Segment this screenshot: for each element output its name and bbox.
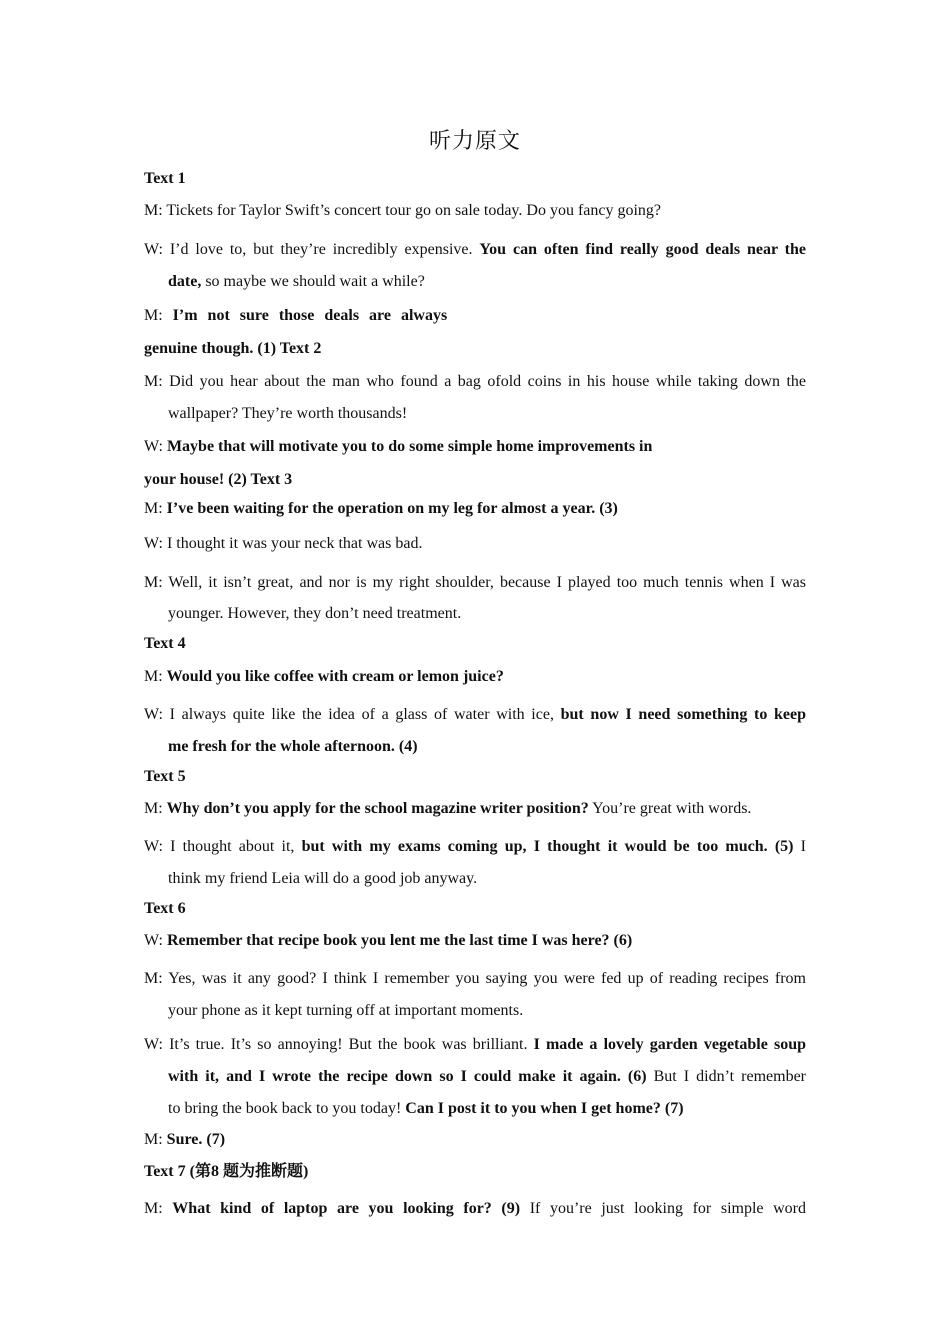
- transcript-line: [144, 633, 186, 655]
- bold-text-span: Can I post it to you when I get home? (7): [405, 1100, 684, 1117]
- transcript-line: [144, 704, 806, 726]
- bold-text-span: Remember that recipe book you lent me the last time I was here? (6): [166, 932, 633, 949]
- transcript-line: [144, 305, 447, 327]
- text-span: I: [793, 838, 807, 855]
- transcript-line: [168, 271, 425, 293]
- transcript-line: [144, 798, 751, 820]
- text-span: W: I’d love to, but they’re incredibly expensive.: [144, 241, 480, 258]
- bold-text-span: Text 7 (第8 题为推断题): [144, 1163, 309, 1180]
- transcript-line: [168, 1066, 806, 1088]
- text-span: your phone as it kept turning off at important moments.: [168, 1002, 524, 1019]
- bold-text-span: with it, and I wrote the recipe down so I could make it again. (6): [168, 1068, 647, 1085]
- transcript-line: [144, 338, 321, 360]
- transcript-line: [144, 766, 186, 788]
- bold-text-span: Maybe that will motivate you to do some simple home improvements in: [166, 438, 653, 455]
- text-span: You’re great with words.: [588, 800, 752, 817]
- transcript-line: [144, 168, 186, 190]
- text-span: think my friend Leia will do a good job anyway.: [168, 870, 478, 887]
- transcript-line: [144, 1034, 806, 1056]
- bold-text-span: Would you like coffee with cream or lemon juice?: [166, 668, 504, 685]
- transcript-line: [144, 498, 618, 520]
- transcript-line: [144, 930, 632, 952]
- text-span: W: It’s true. It’s so annoying! But the book was brilliant.: [144, 1036, 534, 1053]
- transcript-line: [144, 436, 652, 458]
- page-title: 听力原文: [428, 129, 521, 154]
- bold-text-span: I made a lovely garden vegetable soup: [533, 1036, 806, 1053]
- bold-text-span: Text 1: [144, 170, 186, 187]
- transcript-line: [144, 533, 422, 555]
- text-span: M:: [144, 1131, 167, 1148]
- transcript-line: [144, 1129, 225, 1151]
- text-span: But I didn’t remember: [646, 1068, 807, 1085]
- bold-text-span: Text 4: [144, 635, 186, 652]
- text-span: wallpaper? They’re worth thousands!: [168, 405, 408, 422]
- text-span: M: Did you hear about the man who found a bag ofold coins in his house while taking down the: [144, 373, 806, 390]
- transcript-line: [144, 836, 806, 858]
- bold-text-span: What kind of laptop are you looking for? (9): [172, 1200, 521, 1217]
- transcript-line: [168, 736, 418, 758]
- text-span: M: Well, it isn’t great, and nor is my right shoulder, because I played too much tennis when I was: [144, 574, 806, 591]
- text-span: W: I always quite like the idea of a glass of water with ice,: [144, 706, 561, 723]
- transcript-line: [168, 1098, 684, 1120]
- transcript-line: [144, 666, 504, 688]
- text-span: W: I thought about it,: [144, 838, 302, 855]
- text-span: W:: [144, 438, 167, 455]
- text-span: M: Tickets for Taylor Swift’s concert tour go on sale today. Do you fancy going?: [144, 202, 662, 219]
- transcript-line: [144, 898, 186, 920]
- text-span: to bring the book back to you today!: [168, 1100, 406, 1117]
- transcript-line: [144, 1198, 806, 1220]
- text-span: M: Yes, was it any good? I think I remember you saying you were fed up of reading recipes from: [144, 970, 806, 987]
- transcript-line: [144, 371, 806, 393]
- transcript-line: [168, 868, 477, 890]
- transcript-line: [144, 572, 806, 594]
- text-span: M:: [144, 1200, 173, 1217]
- text-span: younger. However, they don’t need treatment.: [168, 605, 462, 622]
- bold-text-span: but with my exams coming up, I thought it would be too much. (5): [301, 838, 794, 855]
- bold-text-span: I’m not sure those deals are always: [172, 307, 448, 324]
- bold-text-span: genuine though. (1) Text 2: [144, 340, 322, 357]
- bold-text-span: Sure. (7): [166, 1131, 226, 1148]
- transcript-line: [144, 968, 806, 990]
- text-span: M:: [144, 500, 167, 517]
- bold-text-span: but now I need something to keep: [560, 706, 806, 723]
- transcript-line: [168, 403, 407, 425]
- text-span: W: I thought it was your neck that was bad.: [144, 535, 423, 552]
- transcript-line: [144, 1161, 308, 1183]
- text-span: M:: [144, 800, 167, 817]
- transcript-line: [168, 1000, 523, 1022]
- text-span: so maybe we should wait a while?: [201, 273, 425, 290]
- bold-text-span: Why don’t you apply for the school magazine writer position?: [166, 800, 589, 817]
- transcript-line: [144, 200, 661, 222]
- transcript-line: [168, 603, 461, 625]
- text-span: If you’re just looking for simple word: [520, 1200, 807, 1217]
- bold-text-span: your house! (2) Text 3: [144, 471, 293, 488]
- text-span: W:: [144, 932, 167, 949]
- bold-text-span: Text 6: [144, 900, 186, 917]
- text-span: M:: [144, 668, 167, 685]
- bold-text-span: date,: [168, 273, 202, 290]
- text-span: M:: [144, 307, 173, 324]
- transcript-line: [144, 239, 806, 261]
- transcript-line: [144, 469, 292, 491]
- bold-text-span: I’ve been waiting for the operation on my leg for almost a year. (3): [166, 500, 618, 517]
- bold-text-span: me fresh for the whole afternoon. (4): [168, 738, 418, 755]
- bold-text-span: You can often find really good deals near the: [479, 241, 806, 258]
- bold-text-span: Text 5: [144, 768, 186, 785]
